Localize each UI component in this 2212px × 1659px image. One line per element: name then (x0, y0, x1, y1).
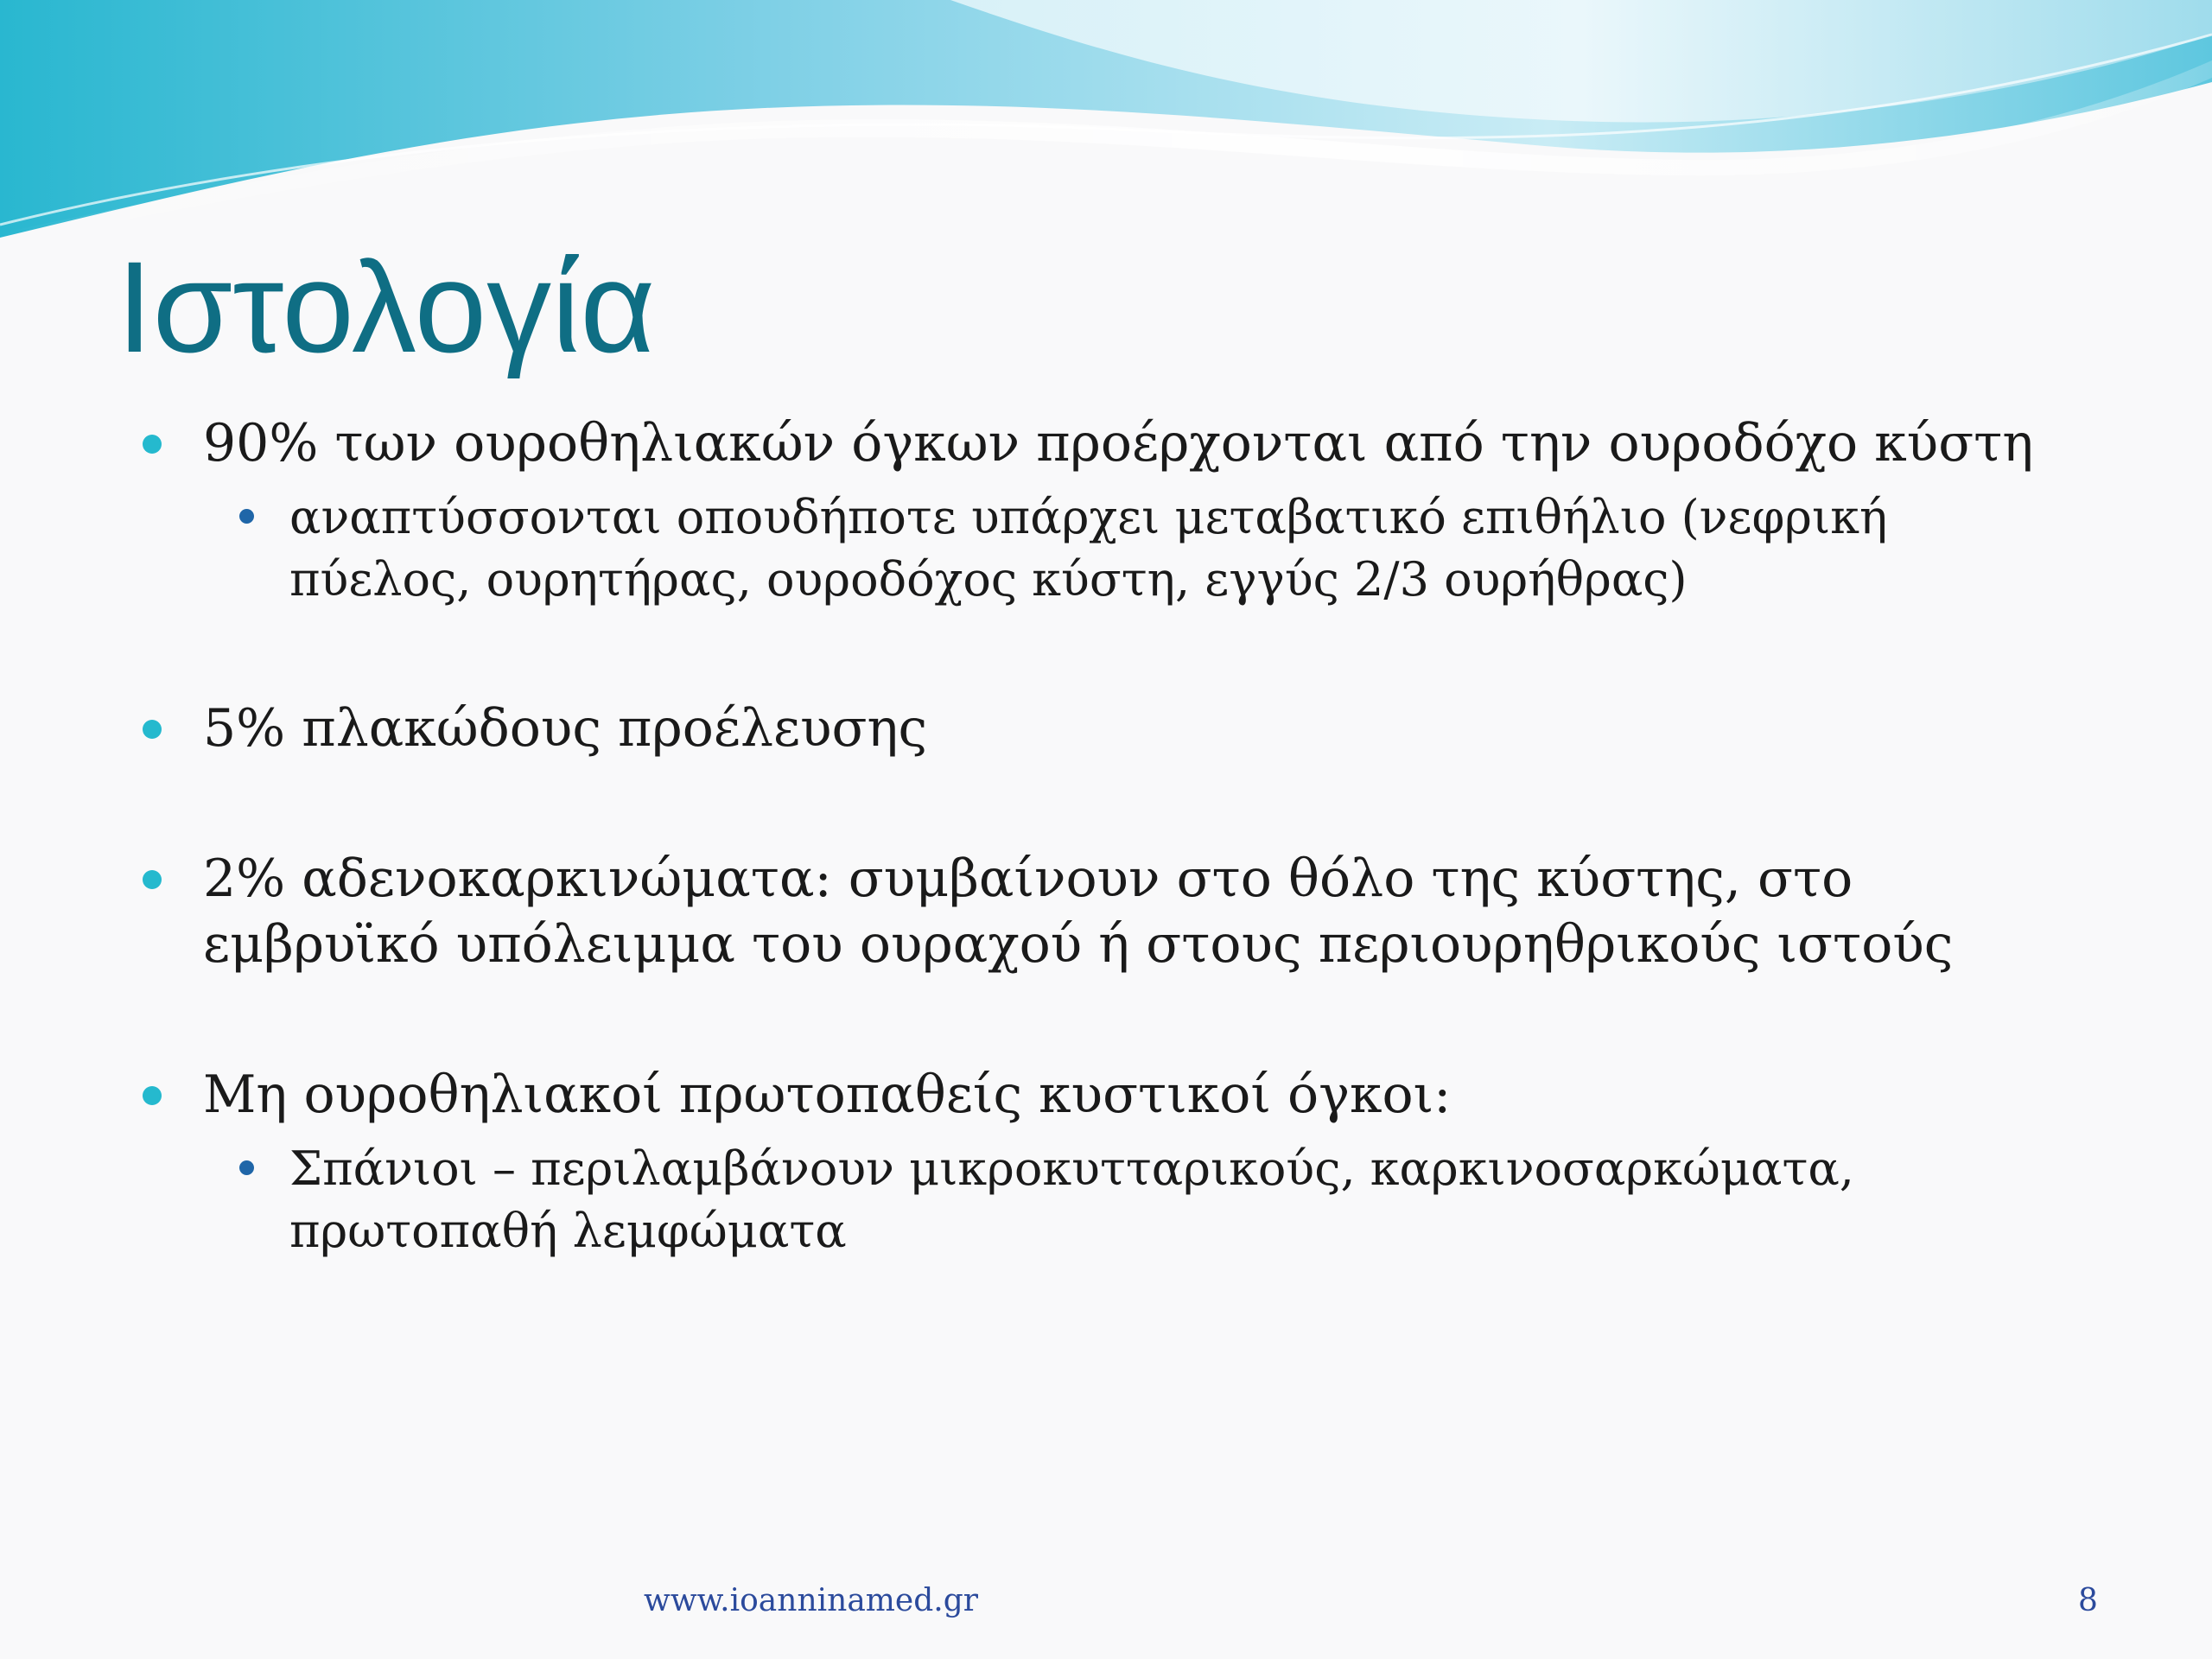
slide-title: Ιστολογία (117, 234, 656, 379)
sub-bullet-text: αναπτύσσονται οπουδήποτε υπάρχει μεταβατικό επιθήλιο (νεφρική πύελος, ουρητήρας, ουροδόχος κύστη, εγγύς 2/3 ουρήθρας) (289, 490, 1888, 607)
footer-url: www.ioanninamed.gr (644, 1583, 978, 1618)
bullet-icon (143, 870, 162, 889)
slide-body (138, 410, 2082, 1262)
header-wave-decoration (0, 0, 2212, 259)
bullet-item (138, 410, 2082, 476)
bullet-text: 5% πλακώδους προέλευσης (203, 698, 928, 759)
bullet-text: 90% των ουροθηλιακών όγκων προέρχονται από την ουροδόχο κύστη (203, 413, 2034, 474)
bullet-icon (143, 720, 162, 739)
bullet-text: Μη ουροθηλιακοί πρωτοπαθείς κυστικοί όγκοι: (203, 1065, 1452, 1125)
sub-bullet-text: Σπάνιοι – περιλαμβάνουν μικροκυτταρικούς, καρκινοσαρκώματα, πρωτοπαθή λεμφώματα (289, 1141, 1854, 1258)
bullet-item (138, 1062, 2082, 1128)
page-number: 8 (2078, 1583, 2098, 1618)
sub-bullet-item (138, 1138, 2082, 1262)
bullet-icon (143, 1086, 162, 1105)
bullet-icon (143, 435, 162, 454)
bullet-item (138, 696, 2082, 761)
bullet-text: 2% αδενοκαρκινώματα: συμβαίνουν στο θόλο της κύστης, στο εμβρυϊκό υπόλειμμα του ουραχού ή στους περιουρηθρικούς ιστούς (203, 849, 1954, 975)
bullet-item (138, 846, 2082, 977)
sub-bullet-icon (239, 1160, 254, 1175)
sub-bullet-icon (239, 509, 254, 524)
sub-bullet-item (138, 486, 2082, 611)
